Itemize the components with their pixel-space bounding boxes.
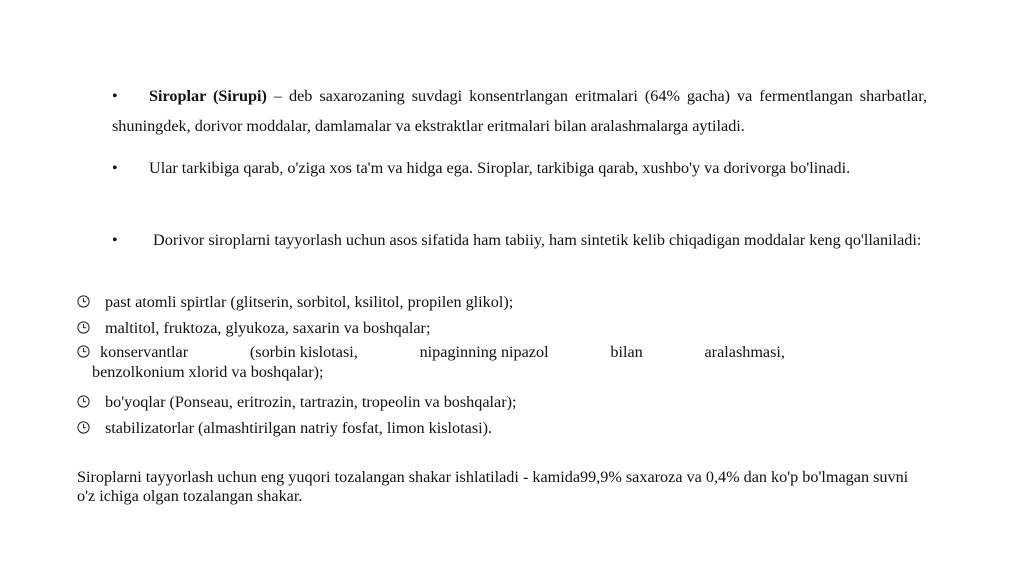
bullet-marker: •	[112, 159, 118, 177]
clock-icon	[77, 295, 90, 308]
clock-icon	[77, 421, 90, 434]
list-item-word: aralashmasi,	[704, 343, 785, 361]
list-item-text: maltitol, fruktoza, glyukoza, saxarin va boshqalar;	[105, 319, 431, 337]
bullet-paragraph	[112, 153, 927, 183]
list-item	[77, 390, 877, 414]
clock-icon	[77, 395, 90, 408]
bullet-paragraph	[112, 225, 927, 255]
list-item-continuation: benzolkonium xlorid va boshqalar);	[92, 363, 324, 381]
paragraph-text: Ular tarkibiga qarab, o'ziga xos ta'm va hidga ega. Siroplar, tarkibiga qarab, xushbo'y va dorivorga bo'linadi.	[149, 159, 851, 177]
clock-icon	[77, 345, 90, 358]
bullet-paragraph	[112, 81, 927, 141]
list-item-text: bo'yoqlar (Ponseau, eritrozin, tartrazin, tropeolin va boshqalar);	[105, 393, 517, 411]
list-item-spread-line	[77, 342, 785, 362]
list-item	[77, 316, 877, 340]
clock-icon	[77, 321, 90, 334]
closing-paragraph: Siroplarni tayyorlash uchun eng yuqori tozalangan shakar ishlatiladi - kamida99,9% saxaroza va 0,4% dan ko'p bo'lmagan suvni o'z ichiga olgan tozalangan shakar.	[77, 468, 909, 505]
paragraph-text: Dorivor siroplarni tayyorlash uchun asos sifatida ham tabiiy, ham sintetik kelib chiqadigan moddalar keng qo'llaniladi:	[149, 231, 922, 249]
list-item-word: (sorbin kislotasi,	[249, 343, 358, 361]
list-item-word: nipaginning nipazol	[419, 343, 549, 361]
bullet-marker: •	[112, 87, 118, 105]
list-item-word: konservantlar	[100, 343, 189, 361]
list-item-text: past atomli spirtlar (glitserin, sorbitol, ksilitol, propilen glikol);	[105, 293, 514, 311]
list-item	[77, 342, 877, 382]
bullet-marker: •	[112, 231, 118, 249]
list-item	[77, 416, 877, 440]
term-heading: Siroplar (Sirupi)	[149, 87, 267, 105]
list-item-word: bilan	[610, 343, 643, 361]
list-item	[77, 290, 877, 314]
list-item-text: stabilizatorlar (almashtirilgan natriy fosfat, limon kislotasi).	[105, 419, 493, 437]
definition-text: – deb saxarozaning suvdagi konsentrlangan eritmalari (64% gacha) va fermentlangan sharbatlar, shuningdek, dorivor moddalar, damlamalar va ekstraktlar eritmalari bilan aralashmalarga aytiladi.	[112, 87, 927, 135]
